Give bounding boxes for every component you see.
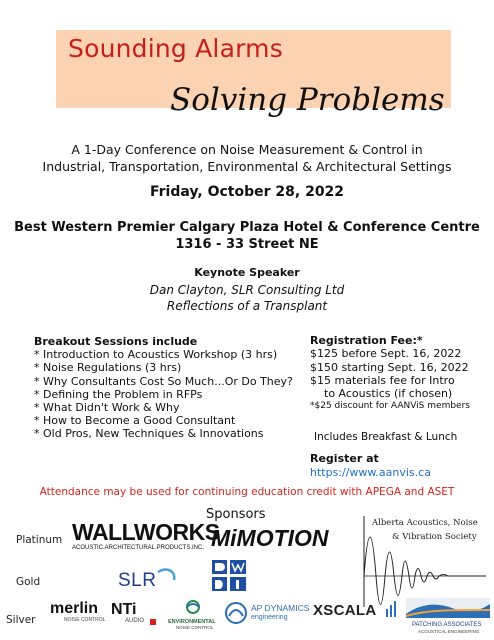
slr-logo-text: SLR [118,570,157,591]
wallworks-logo-text: WALLWORKS [72,519,220,545]
nti-logo-subtext: AUDIO [125,618,145,624]
venue-address: 1316 - 33 Street NE [175,237,319,252]
mimotion-logo [211,526,351,550]
swiss-flag-icon [150,619,156,625]
breakout-item: * What Didn't Work & Why [34,401,180,415]
merlin-logo [50,600,106,623]
intro-line-1: A 1-Day Conference on Noise Measurement & Control in [71,142,423,157]
environmental-logo-subtext: NOISE CONTROL [176,625,214,630]
keynote-label: Keynote Speaker [194,266,300,279]
mimotion-accent [211,527,228,533]
venue-name: Best Western Premier Calgary Plaza Hotel & Conference Centre [14,220,480,235]
breakout-item: * How to Become a Good Consultant [34,414,236,428]
breakout-item: * Old Pros, New Techniques & Innovations [34,427,264,441]
mimotion-logo-text: MiMOTION [211,525,329,551]
ap-dynamics-logo [224,601,308,627]
sponsors-heading: Sponsors [206,507,266,522]
breakout-item: * Introduction to Acoustics Workshop (3 hrs) [34,348,278,362]
tier-gold-label: Gold [16,576,41,588]
registration-heading: Registration Fee:* [310,334,423,347]
environmental-logo-text: ENVIRONMENTAL [168,619,216,625]
xscala-logo-text: XSCALA [313,602,377,619]
tier-silver-label: Silver [6,614,36,626]
slr-logo [118,566,178,594]
patching-logo-subtext: ACOUSTICAL ENGINEERING [418,629,480,634]
patching-associates-logo [406,598,490,632]
aanvis-logo-line2: & Vibration Society [392,532,477,542]
registration-info [310,334,470,414]
breakout-item: * Defining the Problem in RFPs [34,387,203,401]
event-date: Friday, October 28, 2022 [149,184,345,200]
intro-line-2: Industrial, Transportation, Environmental & Architectural Settings [42,159,452,174]
nti-logo-text: NTi [111,601,137,618]
environmental-wave-graphic [168,599,218,615]
patching-associates-graphic [406,598,490,618]
ap-dynamics-logo-text: AP DYNAMICS [251,603,310,613]
wallworks-logo-subtext: ACOUSTIC.ARCHITECTURAL.PRODUCTS.INC. [72,545,205,551]
rwdi-mark-graphic [210,558,250,594]
keynote-speaker: Dan Clayton, SLR Consulting Ltd [149,283,345,297]
fee-early: $125 before Sept. 16, 2022 [310,347,462,361]
aanvis-logo [362,514,488,610]
member-discount-note: *$25 discount for AANViS members [310,401,470,412]
keynote-talk-title: Reflections of a Transplant [166,299,328,313]
register-label: Register at [310,452,379,465]
ap-dynamics-mark-graphic [224,601,248,625]
includes-meals: Includes Breakfast & Lunch [314,431,458,443]
breakout-heading: Breakout Sessions include [34,335,198,348]
title-line-1: Sounding Alarms [68,34,283,63]
fee-regular: $150 starting Sept. 16, 2022 [310,360,469,374]
merlin-logo-subtext: NOISE CONTROL [64,617,106,623]
wallworks-logo [72,519,220,552]
xscala-bars-icon [385,601,397,617]
breakout-sessions [34,335,293,441]
tier-platinum-label: Platinum [16,534,63,546]
rwdi-logo [210,558,250,594]
fee-materials-cont: to Acoustics (if chosen) [324,387,453,401]
nti-audio-logo [111,601,161,625]
breakout-item: * Noise Regulations (3 hrs) [34,361,182,375]
aanvis-logo-line1: Alberta Acoustics, Noise [372,518,478,528]
environmental-noise-control-logo [168,599,218,630]
fee-materials: $15 materials fee for Intro [310,373,455,387]
attendance-credit-note: Attendance may be used for continuing education credit with APEGA and ASET [39,486,455,498]
xscala-logo [313,603,405,619]
title-line-2: Solving Problems [170,82,445,118]
register-link[interactable]: https://www.aanvis.ca [310,466,431,479]
ap-dynamics-logo-subtext: engineering [251,614,288,621]
patching-logo-text: PATCHING ASSOCIATES [412,622,482,628]
merlin-logo-text: merlin [50,600,99,617]
breakout-item: * Why Consultants Cost So Much...Or Do They? [34,374,293,388]
